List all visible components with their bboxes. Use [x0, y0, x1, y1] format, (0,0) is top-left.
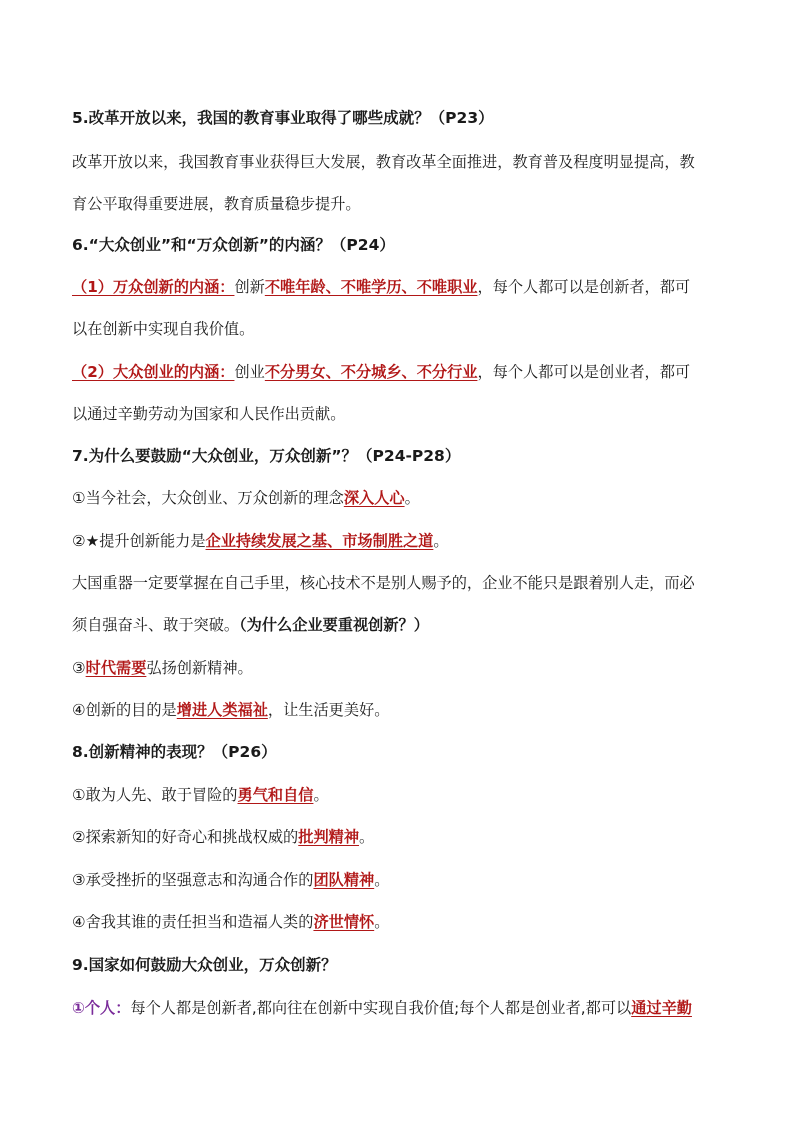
- q8-p2-key: 批判精神: [298, 828, 359, 846]
- q8-p2-post: 。: [359, 828, 375, 846]
- q7-point2: [72, 531, 449, 551]
- q8-heading: 8.创新精神的表现？（P26）: [72, 743, 277, 761]
- q9-point1: [72, 998, 692, 1018]
- q7-p5-post: ，让生活更美好。: [267, 701, 390, 719]
- q7-paragraph-line1: 大国重器一定要掌握在自己手里，核心技术不是别人赐予的，企业不能只是跟着别人走，而必: [72, 574, 695, 592]
- q7-p3-line2-pre: 须自强奋斗、敢于突破。: [72, 616, 240, 634]
- q8-p3-key: 团队精神: [313, 871, 375, 889]
- q5-heading: 5.改革开放以来，我国的教育事业取得了哪些成就？（P23）: [72, 109, 494, 127]
- q6-item1-key: 不唯年龄、不唯学历、不唯职业: [264, 278, 478, 296]
- q7-p5-key: 增进人类福祉: [176, 701, 268, 719]
- q7-p4-post: 弘扬创新精神。: [146, 659, 253, 677]
- q7-p2-post: 。: [433, 532, 449, 550]
- q7-heading: 7.为什么要鼓励“大众创业，万众创新”？（P24-P28）: [72, 447, 461, 465]
- q7-p1-pre: ①当今社会，大众创业、万众创新的理念: [72, 489, 344, 507]
- q7-p2-key: 企业持续发展之基、市场制胜之道: [205, 532, 434, 550]
- q6-item1-post: ，每个人都可以是创新者，都可: [477, 278, 691, 296]
- q7-p1-key: 深入人心: [343, 489, 405, 507]
- q8-p1-post: 。: [313, 786, 329, 804]
- q6-item2-key: 不分男女、不分城乡、不分行业: [264, 363, 478, 381]
- q8-p4-pre: ④舍我其谁的责任担当和造福人类的: [72, 913, 314, 931]
- q7-paragraph-line2: [72, 615, 429, 635]
- q8-p1-pre: ①敢为人先、敢于冒险的: [72, 786, 238, 804]
- q6-item1-label: （1）万众创新的内涵：: [72, 278, 235, 296]
- q8-point3: [72, 870, 389, 890]
- q6-item2-pre: 创业: [234, 363, 265, 381]
- q7-point4: [72, 700, 389, 720]
- q9-p1-text: 每个人都是创新者,都向往在创新中实现自我价值;每个人都是创业者,都可以: [130, 999, 632, 1017]
- q6-item2: [72, 362, 690, 382]
- q7-point1: [72, 488, 420, 508]
- q8-p1-key: 勇气和自信: [237, 786, 314, 804]
- q7-p1-post: 。: [404, 489, 420, 507]
- q7-p3-line2-bold: （为什么企业要重视创新？）: [239, 616, 429, 634]
- q5-body-line2: 育公平取得重要进展，教育质量稳步提升。: [72, 195, 361, 213]
- q6-item1: [72, 277, 690, 297]
- q6-item1-line2: 以在创新中实现自我价值。: [72, 320, 255, 338]
- q9-heading: 9.国家如何鼓励大众创业，万众创新？: [72, 956, 337, 974]
- q8-point2: [72, 827, 374, 847]
- q8-p4-post: 。: [374, 913, 390, 931]
- q7-p4-key: 时代需要: [85, 659, 147, 677]
- q7-p2-pre: ②★提升创新能力是: [72, 532, 206, 550]
- q6-item2-label: （2）大众创业的内涵：: [72, 363, 235, 381]
- q7-point3: [72, 658, 253, 678]
- q6-item2-line2: 以通过辛勤劳动为国家和人民作出贡献。: [72, 405, 346, 423]
- q9-p1-label: ①个人：: [72, 999, 131, 1017]
- q7-p5-pre: ④创新的目的是: [72, 701, 177, 719]
- q5-body-line1: 改革开放以来，我国教育事业获得巨大发展，教育改革全面推进，教育普及程度明显提高，教: [72, 153, 695, 171]
- q8-point1: [72, 785, 329, 805]
- q8-p3-post: 。: [374, 871, 390, 889]
- q8-p3-pre: ③承受挫折的坚强意志和沟通合作的: [72, 871, 314, 889]
- q6-heading: 6.“大众创业”和“万众创新”的内涵？（P24）: [72, 236, 395, 254]
- q9-p1-key: 通过辛勤: [631, 999, 692, 1017]
- q8-p4-key: 济世情怀: [313, 913, 375, 931]
- q8-p2-pre: ②探索新知的好奇心和挑战权威的: [72, 828, 299, 846]
- q8-point4: [72, 912, 389, 932]
- q6-item2-post: ，每个人都可以是创业者，都可: [477, 363, 691, 381]
- q7-p4-pre: ③: [72, 659, 86, 677]
- q6-item1-pre: 创新: [234, 278, 265, 296]
